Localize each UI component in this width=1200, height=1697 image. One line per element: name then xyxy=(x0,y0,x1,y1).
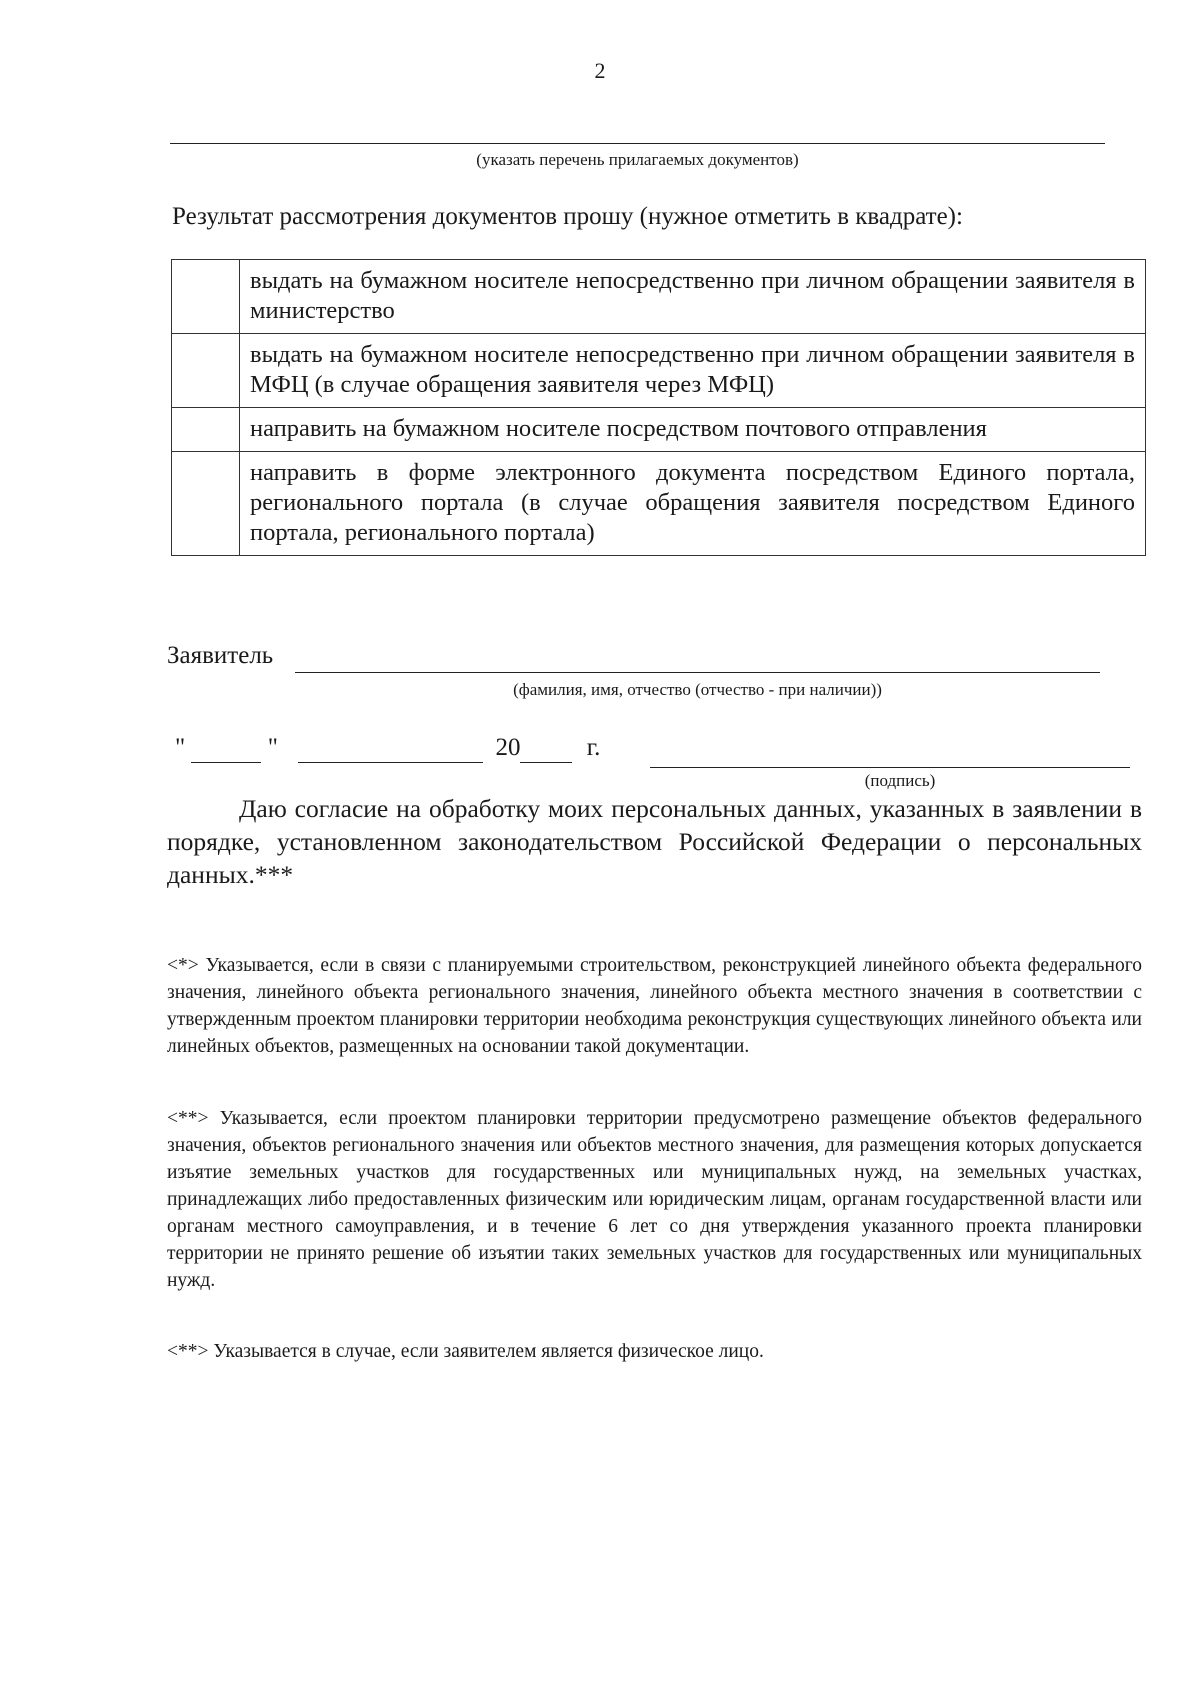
option-text: направить на бумажном носителе посредством почтового отправления xyxy=(240,408,1146,452)
attachments-line[interactable] xyxy=(170,143,1105,144)
result-options-table xyxy=(171,259,1146,556)
date-quote-open: " xyxy=(175,734,186,761)
option-text: направить в форме электронного документа посредством Единого портала, регионального портала (в случае обращения заявителя посредством Единого портала, регионального портала) xyxy=(240,452,1146,556)
date-month-field[interactable] xyxy=(298,734,483,763)
date-day-field[interactable] xyxy=(191,734,261,763)
page-number: 2 xyxy=(594,58,606,83)
option-checkbox[interactable] xyxy=(172,408,240,452)
applicant-label: Заявитель xyxy=(167,642,274,669)
date-quote-close: " xyxy=(267,734,278,761)
date-year-field[interactable] xyxy=(520,734,572,763)
year-suffix: г. xyxy=(586,734,601,761)
signature-caption: (подпись) xyxy=(864,771,936,790)
attachments-caption: (указать перечень прилагаемых документов) xyxy=(476,150,799,169)
option-text: выдать на бумажном носителе непосредственно при личном обращении заявителя в министерство xyxy=(240,260,1146,334)
footnote: <**> Указывается в случае, если заявителем является физическое лицо. xyxy=(167,1341,764,1362)
footnote: <**> Указывается, если проектом планировки территории предусмотрено размещение объектов федерального значения, объектов регионального значения или объектов местного значения, для размещения которых допускается изъятие земельных участков для государственных или муниципальных нужд, на земельных участках, принадлежащих либо предоставленных физическим или юридическим лицам, органам государственной власти или органам местного самоуправления, и в течение 6 лет со дня утверждения указанного проекта планировки территории не принято решение об изъятии таких земельных участков для государственных или муниципальных нужд. xyxy=(167,1108,1142,1291)
option-row xyxy=(172,452,1146,556)
applicant-caption: (фамилия, имя, отчество (отчество - при наличии)) xyxy=(513,680,882,699)
footnote: <*> Указывается, если в связи с планируемыми строительством, реконструкцией линейного объекта федерального значения, линейного объекта регионального значения, линейного объекта местного значения в соответствии с утвержденным проектом планировки территории необходима реконструкция существующих линейного объекта или линейных объектов, размещенных на основании такой документации. xyxy=(167,955,1142,1057)
year-prefix: 20 xyxy=(495,734,521,761)
consent-paragraph: Даю согласие на обработку моих персональных данных, указанных в заявлении в порядке, установленном законодательством Российской Федерации о персональных данных.*** xyxy=(167,794,1142,889)
option-row xyxy=(172,334,1146,408)
option-row xyxy=(172,408,1146,452)
applicant-name-line[interactable] xyxy=(295,672,1100,673)
option-checkbox[interactable] xyxy=(172,334,240,408)
date-row xyxy=(175,734,600,763)
option-checkbox[interactable] xyxy=(172,452,240,556)
option-text: выдать на бумажном носителе непосредственно при личном обращении заявителя в МФЦ (в случае обращения заявителя через МФЦ) xyxy=(240,334,1146,408)
option-checkbox[interactable] xyxy=(172,260,240,334)
option-row xyxy=(172,260,1146,334)
result-title: Результат рассмотрения документов прошу (нужное отметить в квадрате): xyxy=(172,203,963,230)
signature-line[interactable] xyxy=(650,767,1130,768)
